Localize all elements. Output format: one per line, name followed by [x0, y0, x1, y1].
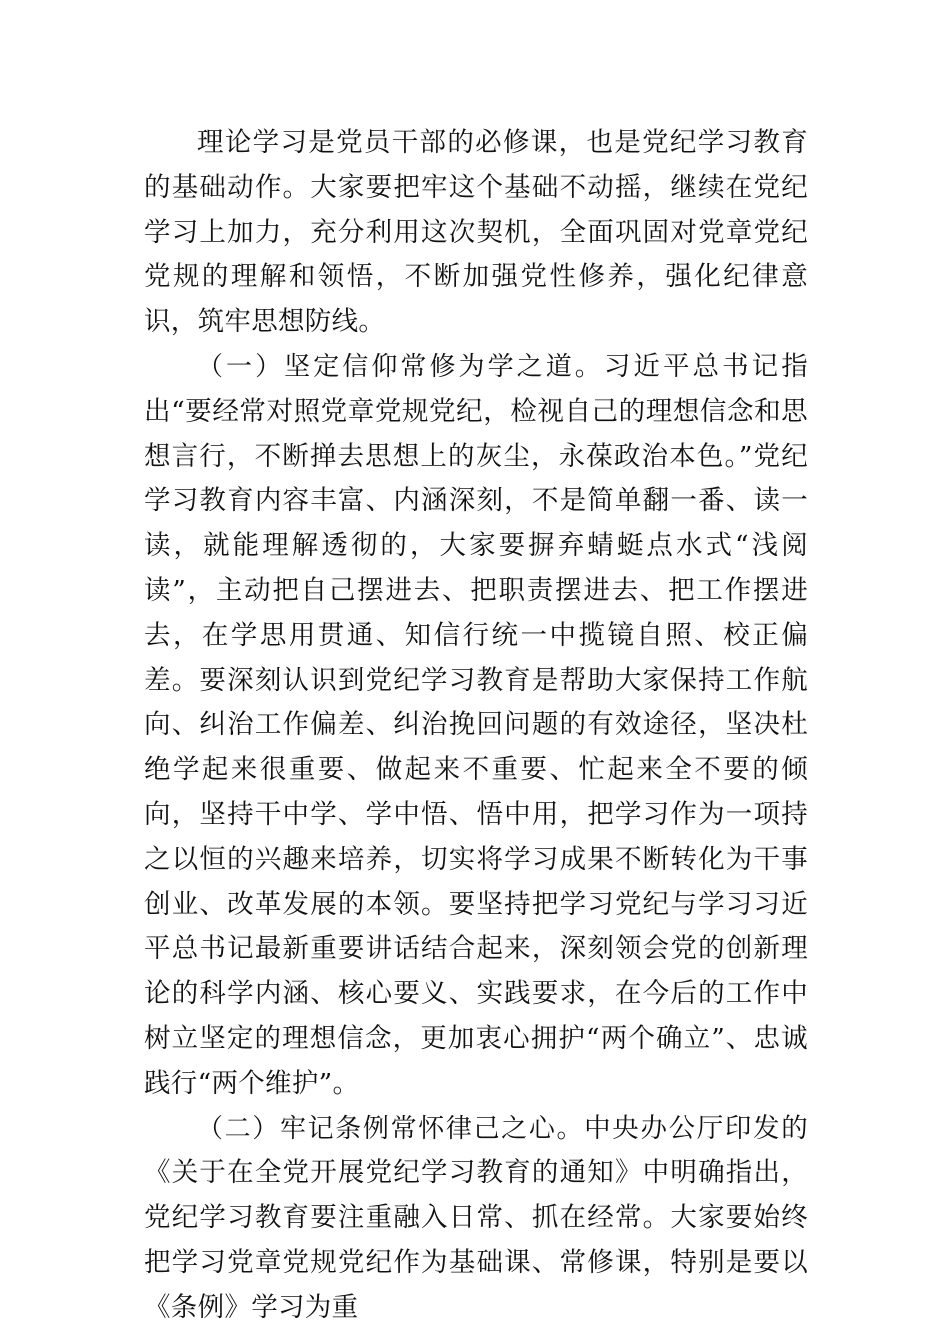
section-one-heading: （一）坚定信仰常修为学之道。	[197, 351, 604, 382]
section-two-text: 中央办公厅印发的《关于在全党开展党纪学习教育的通知》中明确指出，党纪学习教育要注重融入日常、抓在经常。大家要始终把学习党章党规党纪作为基础课、常修课，特别是要以《条例》学习为重	[144, 1112, 809, 1323]
section-one-paragraph	[144, 345, 808, 1107]
section-two-paragraph	[144, 1107, 808, 1331]
document-page	[144, 121, 808, 1331]
section-two-heading: （二）牢记条例常怀律己之心。	[197, 1113, 585, 1144]
intro-paragraph-text: 理论学习是党员干部的必修课，也是党纪学习教育的基础动作。大家要把牢这个基础不动摇，继续在党纪学习上加力，充分利用这次契机，全面巩固对党章党纪党规的理解和领悟，不断加强党性修养，强化纪律意识，筑牢思想防线。	[144, 127, 808, 338]
intro-paragraph	[144, 121, 808, 345]
section-one-text: 习近平总书记指出“要经常对照党章党规党纪，检视自己的理想信念和思想言行，不断掸去思想上的灰尘，永葆政治本色。”党纪学习教育内容丰富、内涵深刻，不是简单翻一番、读一读，就能理解透彻的，大家要摒弃蜻蜓点水式“浅阅读”，主动把自己摆进去、把职责摆进去、把工作摆进去，在学思用贯通、知信行统一中揽镜自照、校正偏差。要深刻认识到党纪学习教育是帮助大家保持工作航向、纠治工作偏差、纠治挽回问题的有效途径，坚决杜绝学起来很重要、做起来不重要、忙起来全不要的倾向，坚持干中学、学中悟、悟中用，把学习作为一项持之以恒的兴趣来培养，切实将学习成果不断转化为干事创业、改革发展的本领。要坚持把学习党纪与学习习近平总书记最新重要讲话结合起来，深刻领会党的创新理论的科学内涵、核心要义、实践要求，在今后的工作中树立坚定的理想信念，更加衷心拥护“两个确立”、忠诚践行“两个维护”。	[144, 350, 808, 1099]
